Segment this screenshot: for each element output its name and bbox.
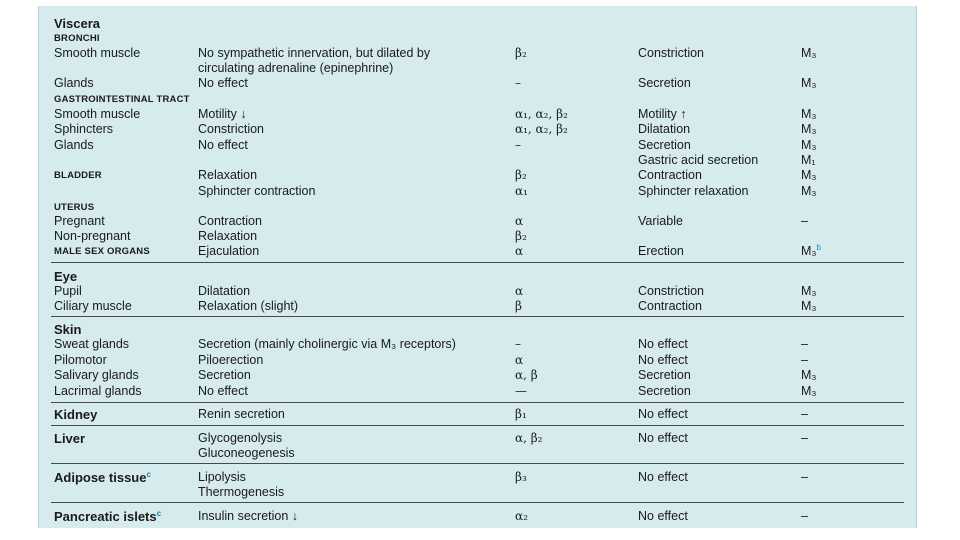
section-divider	[51, 262, 904, 263]
cell-c1	[54, 16, 100, 31]
cell-c1	[54, 368, 139, 383]
cell-text: Sphincter relaxation	[638, 184, 749, 198]
cell-c5	[801, 138, 817, 153]
cell-text: α	[515, 284, 524, 298]
cell-text: α₁, α₂, β₂	[515, 122, 568, 136]
cell-text: β₁	[515, 407, 527, 421]
cell-c1	[54, 122, 113, 137]
cell-text: Constriction	[638, 46, 704, 60]
cell-text: Dilatation	[198, 284, 251, 298]
cell-c3	[515, 76, 521, 91]
cell-text: GASTROINTESTINAL TRACT	[54, 94, 190, 105]
table-row	[39, 76, 916, 91]
section-divider	[51, 463, 904, 464]
cell-text: Renin secretion	[198, 407, 285, 421]
table-row	[39, 431, 916, 446]
cell-text: β₂	[515, 229, 527, 243]
cell-text: M₃	[801, 122, 817, 136]
cell-text: α, β	[515, 368, 538, 382]
cell-text: M₃	[801, 299, 817, 313]
cell-text: Viscera	[54, 16, 101, 31]
table-row	[39, 407, 916, 422]
cell-c4	[638, 214, 683, 229]
cell-text: Glands	[54, 138, 94, 152]
table-row	[39, 46, 916, 61]
cell-c1	[54, 337, 129, 352]
cell-text: –	[515, 138, 521, 152]
cell-c4	[638, 509, 688, 524]
cell-c5	[801, 244, 821, 259]
cell-c4	[638, 244, 684, 259]
cell-c2	[198, 470, 246, 485]
cell-text: M₃	[801, 76, 817, 90]
table-row	[39, 299, 916, 314]
cell-text: Secretion (mainly cholinergic via M₃ receptors)	[198, 337, 456, 351]
cell-c3	[515, 470, 527, 485]
cell-text: Contraction	[198, 214, 262, 228]
table-row	[39, 269, 916, 284]
cell-c5	[801, 368, 817, 383]
cell-c5	[801, 384, 817, 399]
cell-c1	[54, 407, 97, 422]
cell-text: Thermogenesis	[198, 485, 285, 499]
cell-c4	[638, 122, 690, 137]
table-row	[39, 446, 916, 461]
table-row	[39, 200, 916, 215]
cell-text: α	[515, 353, 524, 367]
cell-text: Pancreatic islets	[54, 509, 157, 524]
cell-c4	[638, 184, 748, 199]
cell-c2	[198, 384, 248, 399]
table-row	[39, 353, 916, 368]
cell-text: Pregnant	[54, 214, 105, 228]
table-row	[39, 284, 916, 299]
cell-c2	[198, 46, 430, 61]
cell-c2	[198, 353, 263, 368]
cell-c5	[801, 509, 808, 524]
table-row	[39, 368, 916, 383]
cell-c2	[198, 509, 298, 524]
cell-c2	[198, 407, 285, 422]
cell-text: –	[515, 337, 521, 351]
cell-text: α₁, α₂, β₂	[515, 107, 568, 121]
cell-c2	[198, 76, 248, 91]
cell-text: No effect	[638, 407, 688, 421]
cell-text: Lacrimal glands	[54, 384, 142, 398]
cell-text: Smooth muscle	[54, 107, 141, 121]
cell-c2	[198, 431, 282, 446]
table-row	[39, 244, 916, 259]
table-row	[39, 61, 916, 76]
cell-c5	[801, 407, 808, 422]
cell-text: –	[801, 470, 808, 484]
cell-text: Salivary glands	[54, 368, 139, 382]
cell-text: Secretion	[638, 76, 691, 90]
cell-c1	[54, 284, 82, 299]
cell-text: β₂	[515, 46, 527, 60]
cell-c5	[801, 299, 817, 314]
cell-c1	[54, 269, 77, 284]
cell-text: No effect	[638, 470, 688, 484]
cell-text: β₃	[515, 470, 527, 484]
cell-text: Insulin secretion ↓	[198, 509, 299, 523]
cell-c3	[515, 284, 523, 299]
cell-text: Liver	[54, 431, 86, 446]
cell-text: Pupil	[54, 284, 82, 298]
cell-text: UTERUS	[54, 202, 95, 213]
cell-text: Lipolysis	[198, 470, 246, 484]
cell-c2	[198, 168, 257, 183]
cell-c1	[54, 31, 100, 46]
cell-text: Motility ↓	[198, 107, 247, 121]
table-row	[39, 107, 916, 122]
cell-text: α₂	[515, 509, 528, 523]
cell-text: M₃	[801, 368, 817, 382]
cell-c4	[638, 168, 702, 183]
cell-c1	[54, 244, 150, 259]
cell-text: No effect	[198, 76, 248, 90]
table-row	[39, 214, 916, 229]
cell-text: circulating adrenaline (epinephrine)	[198, 61, 394, 75]
cell-text: α	[515, 244, 524, 258]
cell-c2	[198, 184, 315, 199]
cell-c1	[54, 322, 81, 337]
cell-c2	[198, 214, 262, 229]
cell-c4	[638, 153, 758, 168]
cell-text: Ejaculation	[198, 244, 260, 258]
cell-c5	[801, 284, 817, 299]
section-divider	[51, 502, 904, 503]
cell-c2	[198, 138, 248, 153]
cell-text: Sweat glands	[54, 337, 130, 351]
cell-text: α, β₂	[515, 431, 543, 445]
cell-text: M₃	[801, 284, 817, 298]
cell-c2	[198, 485, 284, 500]
cell-c5	[801, 122, 817, 137]
cell-text: α	[515, 214, 524, 228]
cell-c2	[198, 284, 250, 299]
cell-text: Glands	[54, 76, 94, 90]
cell-text: Constriction	[198, 122, 264, 136]
footnote-marker: c	[156, 508, 162, 518]
cell-text: M₃	[801, 107, 817, 121]
cell-text: BRONCHI	[54, 33, 100, 44]
cell-text: Secretion	[638, 138, 691, 152]
section-divider	[51, 402, 904, 403]
cell-text: β₂	[515, 168, 527, 182]
cell-text: –	[801, 353, 808, 367]
cell-text: Dilatation	[638, 122, 691, 136]
cell-c2	[198, 61, 393, 76]
cell-text: –	[801, 431, 808, 445]
cell-c4	[638, 431, 688, 446]
cell-c4	[638, 284, 704, 299]
cell-c3	[515, 509, 528, 524]
cell-c4	[638, 138, 691, 153]
cell-c5	[801, 76, 817, 91]
cell-c1	[54, 76, 94, 91]
table-row	[39, 509, 916, 524]
cell-text: No effect	[198, 138, 248, 152]
cell-text: M₃	[801, 244, 817, 258]
cell-text: –	[801, 509, 808, 523]
cell-text: Variable	[638, 214, 683, 228]
cell-c4	[638, 299, 702, 314]
cell-text: No effect	[638, 353, 688, 367]
cell-c4	[638, 470, 688, 485]
cell-c4	[638, 46, 704, 61]
table-row	[39, 122, 916, 137]
cell-text: Skin	[54, 322, 82, 337]
cell-c3	[515, 368, 538, 383]
cell-c3	[515, 107, 568, 122]
cell-c2	[198, 446, 295, 461]
cell-c1	[54, 92, 190, 107]
cell-c3	[515, 244, 523, 259]
cell-text: Glycogenolysis	[198, 431, 283, 445]
cell-c4	[638, 368, 691, 383]
table-row	[39, 485, 916, 500]
cell-c3	[515, 214, 523, 229]
cell-c5	[801, 337, 808, 352]
cell-c2	[198, 122, 264, 137]
cell-c2	[198, 368, 251, 383]
cell-c5	[801, 353, 808, 368]
cell-text: M₃	[801, 46, 817, 60]
cell-text: BLADDER	[54, 170, 102, 181]
cell-c1	[54, 214, 105, 229]
table-row	[39, 153, 916, 168]
cell-c5	[801, 153, 816, 168]
cell-text: Ciliary muscle	[54, 299, 132, 313]
cell-text: Secretion	[198, 368, 251, 382]
table-panel	[38, 6, 917, 528]
table-row	[39, 322, 916, 337]
table-row	[39, 337, 916, 352]
cell-text: Relaxation	[198, 168, 258, 182]
cell-c3	[515, 337, 521, 352]
cell-text: Constriction	[638, 284, 704, 298]
cell-text: Eye	[54, 269, 78, 284]
cell-text: Relaxation	[198, 229, 258, 243]
cell-c1	[54, 470, 151, 485]
cell-c4	[638, 337, 688, 352]
cell-c4	[638, 407, 688, 422]
table-row	[39, 92, 916, 107]
section-divider	[51, 425, 904, 426]
cell-c1	[54, 200, 94, 215]
cell-c3	[515, 353, 523, 368]
cell-c1	[54, 168, 102, 183]
cell-c1	[54, 509, 161, 524]
cell-c1	[54, 353, 107, 368]
cell-text: –	[801, 407, 808, 421]
cell-text: M₃	[801, 184, 817, 198]
cell-c5	[801, 168, 817, 183]
cell-text: Non-pregnant	[54, 229, 131, 243]
cell-text: Gluconeogenesis	[198, 446, 295, 460]
cell-c1	[54, 46, 140, 61]
cell-c3	[515, 122, 568, 137]
footnote-marker: b	[816, 242, 821, 252]
cell-text: Relaxation (slight)	[198, 299, 299, 313]
footnote-marker: c	[146, 469, 151, 479]
cell-c3	[515, 384, 527, 399]
table-row	[39, 229, 916, 244]
cell-text: Contraction	[638, 168, 702, 182]
cell-c3	[515, 168, 527, 183]
cell-text: Erection	[638, 244, 684, 258]
table-row	[39, 31, 916, 46]
cell-c2	[198, 299, 298, 314]
cell-text: Contraction	[638, 299, 702, 313]
cell-c5	[801, 214, 808, 229]
cell-text: –	[515, 76, 521, 90]
cell-c1	[54, 138, 94, 153]
cell-text: M₃	[801, 384, 817, 398]
cell-c4	[638, 107, 687, 122]
cell-c1	[54, 384, 142, 399]
cell-text: No effect	[198, 384, 248, 398]
cell-c5	[801, 470, 808, 485]
cell-c3	[515, 407, 527, 422]
cell-text: Piloerection	[198, 353, 264, 367]
cell-c5	[801, 431, 808, 446]
cell-text: Sphincters	[54, 122, 114, 136]
cell-text: Smooth muscle	[54, 46, 141, 60]
cell-c1	[54, 107, 140, 122]
cell-c3	[515, 299, 522, 314]
cell-c3	[515, 46, 527, 61]
cell-text: No effect	[638, 509, 688, 523]
table-row	[39, 138, 916, 153]
cell-c5	[801, 184, 817, 199]
section-divider	[51, 316, 904, 317]
cell-text: M₃	[801, 168, 817, 182]
cell-c2	[198, 337, 456, 352]
cell-c4	[638, 384, 691, 399]
cell-c1	[54, 299, 132, 314]
cell-text: Kidney	[54, 407, 98, 422]
cell-c3	[515, 229, 527, 244]
cell-c2	[198, 244, 259, 259]
cell-text: Adipose tissue	[54, 470, 147, 485]
cell-text: Secretion	[638, 384, 691, 398]
cell-c3	[515, 184, 528, 199]
cell-text: No effect	[638, 337, 688, 351]
cell-text: Secretion	[638, 368, 691, 382]
cell-c2	[198, 107, 247, 122]
cell-c1	[54, 229, 130, 244]
cell-text: M₃	[801, 138, 817, 152]
cell-text: No effect	[638, 431, 688, 445]
cell-c5	[801, 46, 817, 61]
cell-text: α₁	[515, 184, 528, 198]
cell-text: –	[801, 214, 808, 228]
cell-text: Gastric acid secretion	[638, 153, 759, 167]
table-row	[39, 168, 916, 183]
cell-text: –	[801, 337, 808, 351]
cell-text: —	[515, 384, 527, 398]
cell-c3	[515, 138, 521, 153]
table-row	[39, 184, 916, 199]
cell-text: β	[515, 299, 522, 313]
cell-text: M₁	[801, 153, 816, 167]
table-row	[39, 384, 916, 399]
cell-text: Motility ↑	[638, 107, 687, 121]
cell-text: Sphincter contraction	[198, 184, 316, 198]
cell-text: No sympathetic innervation, but dilated by	[198, 46, 431, 60]
cell-c2	[198, 229, 257, 244]
cell-text: MALE SEX ORGANS	[54, 246, 150, 257]
table-row	[39, 470, 916, 485]
cell-c5	[801, 107, 817, 122]
cell-c4	[638, 76, 691, 91]
cell-text: Pilomotor	[54, 353, 107, 367]
cell-c1	[54, 431, 85, 446]
cell-c4	[638, 353, 688, 368]
table-row	[39, 16, 916, 31]
cell-c3	[515, 431, 542, 446]
